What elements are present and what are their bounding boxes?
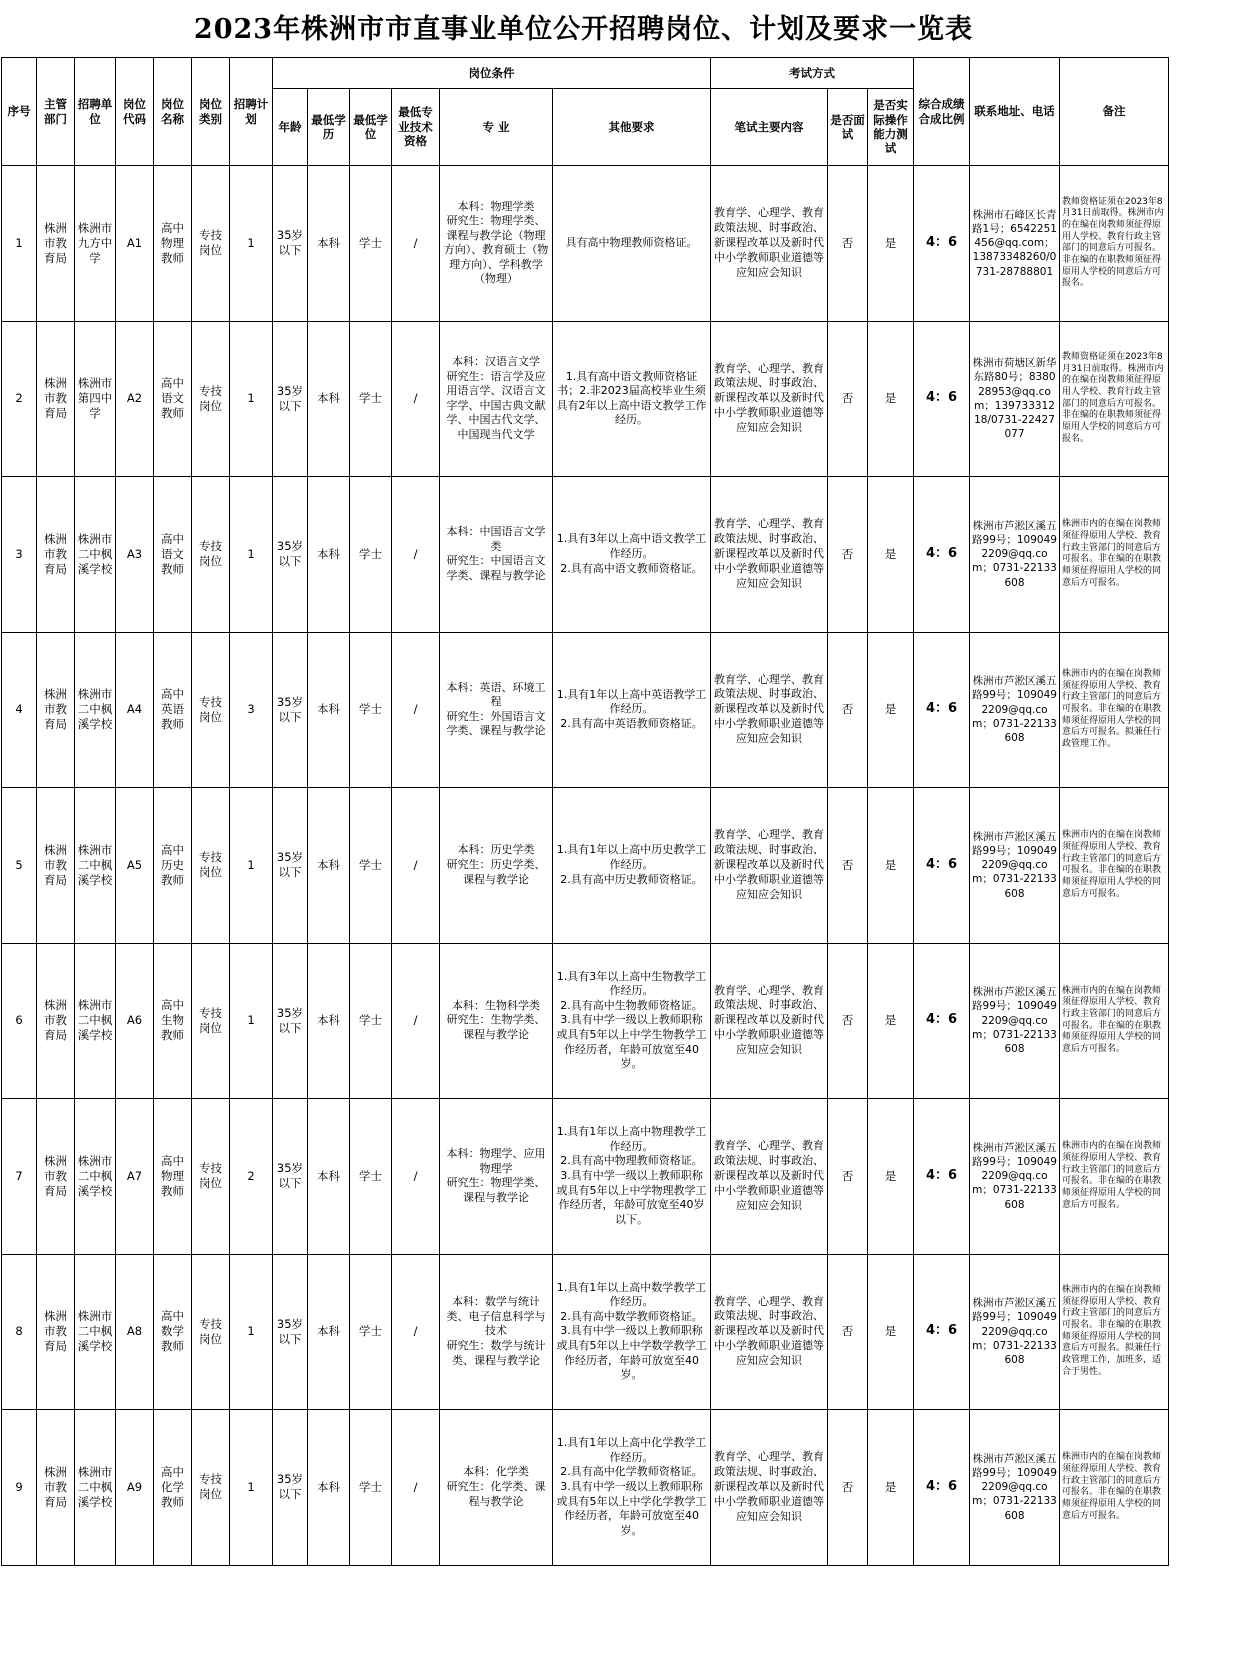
cell-written-exam: 教育学、心理学、教育政策法规、时事政治、新课程改革以及新时代中小学教师职业道德等应知应会知识 [711,1410,828,1566]
cell-ratio: 4：6 [914,943,970,1099]
cell-other-requirements: 1.具有1年以上高中物理教学工作经历。 2.具有高中物理教师资格证。 3.具有中学一级以上教师职称或具有5年以上中学物理教学工作经历者，年龄可放宽至40岁以下。 [553,1099,711,1255]
cell-education: 本科 [308,1254,350,1410]
cell-degree: 学士 [350,166,392,322]
cell-written-exam: 教育学、心理学、教育政策法规、时事政治、新课程改革以及新时代中小学教师职业道德等应知应会知识 [711,321,828,477]
cell-written-exam: 教育学、心理学、教育政策法规、时事政治、新课程改革以及新时代中小学教师职业道德等应知应会知识 [711,166,828,322]
cell-tech-qualification: / [392,1099,440,1255]
cell-major: 本科：英语、环境工程 研究生：外国语言文学类、课程与教学论 [440,632,553,788]
header-plan: 招聘计划 [230,58,273,166]
cell-other-requirements: 1.具有1年以上高中历史教学工作经历。 2.具有高中历史教师资格证。 [553,788,711,944]
cell-major: 本科：数学与统计类、电子信息科学与技术 研究生：数学与统计类、课程与教学论 [440,1254,553,1410]
cell-position-name: 高中物理教师 [154,1099,192,1255]
cell-degree: 学士 [350,1099,392,1255]
table-row [2,788,1169,944]
header-tech: 最低专业技术资格 [392,89,440,166]
cell-plan: 1 [230,1410,273,1566]
cell-practical-test: 是 [868,943,914,1099]
cell-interview: 否 [828,943,868,1099]
cell-code: A5 [116,788,154,944]
cell-seq: 7 [2,1099,37,1255]
cell-seq: 1 [2,166,37,322]
cell-seq: 8 [2,1254,37,1410]
cell-plan: 3 [230,632,273,788]
header-edu: 最低学历 [308,89,350,166]
cell-education: 本科 [308,1099,350,1255]
table-row [2,166,1169,322]
cell-degree: 学士 [350,943,392,1099]
cell-position-type: 专技岗位 [192,1254,230,1410]
header-ratio: 综合成绩合成比例 [914,58,970,166]
cell-other-requirements: 1.具有高中语文教师资格证书；2.非2023届高校毕业生须具有2年以上高中语文教学工作经历。 [553,321,711,477]
cell-written-exam: 教育学、心理学、教育政策法规、时事政治、新课程改革以及新时代中小学教师职业道德等应知应会知识 [711,477,828,633]
cell-education: 本科 [308,943,350,1099]
header-ptype: 岗位类别 [192,58,230,166]
cell-interview: 否 [828,788,868,944]
cell-tech-qualification: / [392,788,440,944]
cell-education: 本科 [308,1410,350,1566]
cell-position-type: 专技岗位 [192,1410,230,1566]
cell-plan: 1 [230,321,273,477]
table-row [2,321,1169,477]
cell-note: 株洲市内的在编在岗教师须征得原用人学校、教育行政主管部门的同意后方可报名。非在编的在职教师须征得原用人学校的同意后方可报名。拟兼任行政管理工作。 [1060,632,1169,788]
cell-note: 株洲市内的在编在岗教师须征得原用人学校、教育行政主管部门的同意后方可报名。非在编的在职教师须征得原用人学校的同意后方可报名。 [1060,477,1169,633]
cell-age: 35岁以下 [273,1099,308,1255]
cell-tech-qualification: / [392,632,440,788]
cell-position-name: 高中数学教师 [154,1254,192,1410]
cell-interview: 否 [828,1410,868,1566]
cell-position-name: 高中语文教师 [154,477,192,633]
cell-contact: 株洲市石峰区长青路1号；6542251456@qq.com；13873348260/0731-28788801 [970,166,1060,322]
cell-degree: 学士 [350,632,392,788]
header-unit: 招聘单位 [75,58,116,166]
cell-seq: 2 [2,321,37,477]
cell-plan: 2 [230,1099,273,1255]
cell-tech-qualification: / [392,1410,440,1566]
cell-code: A4 [116,632,154,788]
cell-practical-test: 是 [868,1254,914,1410]
cell-contact: 株洲市荷塘区新华东路80号；838028953@qq.com；13973331218/0731-22427077 [970,321,1060,477]
cell-unit: 株洲市二中枫溪学校 [75,632,116,788]
cell-practical-test: 是 [868,166,914,322]
cell-position-type: 专技岗位 [192,477,230,633]
cell-contact: 株洲市芦淞区溪五路99号；1090492209@qq.com；0731-22133608 [970,1410,1060,1566]
cell-major: 本科：生物科学类 研究生：生物学类、课程与教学论 [440,943,553,1099]
cell-contact: 株洲市芦淞区溪五路99号；1090492209@qq.com；0731-22133608 [970,632,1060,788]
cell-practical-test: 是 [868,1410,914,1566]
cell-written-exam: 教育学、心理学、教育政策法规、时事政治、新课程改革以及新时代中小学教师职业道德等应知应会知识 [711,788,828,944]
cell-other-requirements: 1.具有1年以上高中数学教学工作经历。 2.具有高中数学教师资格证。 3.具有中学一级以上教师职称或具有5年以上中学数学教学工作经历者，年龄可放宽至40岁。 [553,1254,711,1410]
cell-ratio: 4：6 [914,321,970,477]
table-row [2,1254,1169,1410]
cell-unit: 株洲市九方中学 [75,166,116,322]
cell-other-requirements: 具有高中物理教师资格证。 [553,166,711,322]
cell-ratio: 4：6 [914,1254,970,1410]
cell-dept: 株洲市教育局 [37,1099,75,1255]
cell-dept: 株洲市教育局 [37,321,75,477]
cell-ratio: 4：6 [914,632,970,788]
cell-code: A3 [116,477,154,633]
cell-education: 本科 [308,321,350,477]
cell-written-exam: 教育学、心理学、教育政策法规、时事政治、新课程改革以及新时代中小学教师职业道德等应知应会知识 [711,943,828,1099]
cell-age: 35岁以下 [273,166,308,322]
cell-other-requirements: 1.具有1年以上高中英语教学工作经历。 2.具有高中英语教师资格证。 [553,632,711,788]
cell-note: 教师资格证须在2023年8月31日前取得。株洲市内的在编在岗教师须征得原用人学校、教育行政主管部门的同意后方可报名。非在编的在职教师须征得原用人学校的同意后方可报名。 [1060,166,1169,322]
cell-age: 35岁以下 [273,1410,308,1566]
cell-interview: 否 [828,321,868,477]
cell-position-name: 高中历史教师 [154,788,192,944]
header-written: 笔试主要内容 [711,89,828,166]
cell-plan: 1 [230,166,273,322]
cell-ratio: 4：6 [914,1099,970,1255]
cell-unit: 株洲市二中枫溪学校 [75,1099,116,1255]
cell-written-exam: 教育学、心理学、教育政策法规、时事政治、新课程改革以及新时代中小学教师职业道德等应知应会知识 [711,632,828,788]
cell-degree: 学士 [350,788,392,944]
table-row [2,943,1169,1099]
cell-dept: 株洲市教育局 [37,943,75,1099]
cell-major: 本科：汉语言文学 研究生：语言学及应用语言学、汉语言文字学、中国古典文献学、中国古代文学、中国现当代文学 [440,321,553,477]
cell-practical-test: 是 [868,321,914,477]
cell-seq: 6 [2,943,37,1099]
cell-practical-test: 是 [868,477,914,633]
cell-age: 35岁以下 [273,477,308,633]
recruitment-table [1,57,1169,1566]
cell-note: 教师资格证须在2023年8月31日前取得。株洲市内的在编在岗教师须征得原用人学校、教育行政主管部门的同意后方可报名。非在编的在职教师须征得原用人学校的同意后方可报名。 [1060,321,1169,477]
header-exam: 考试方式 [711,58,914,89]
cell-dept: 株洲市教育局 [37,1410,75,1566]
cell-education: 本科 [308,166,350,322]
cell-education: 本科 [308,632,350,788]
cell-note: 株洲市内的在编在岗教师须征得原用人学校、教育行政主管部门的同意后方可报名。非在编的在职教师须征得原用人学校的同意后方可报名。拟兼任行政管理工作，加班多，适合于男性。 [1060,1254,1169,1410]
header-pname: 岗位名称 [154,58,192,166]
cell-age: 35岁以下 [273,943,308,1099]
cell-note: 株洲市内的在编在岗教师须征得原用人学校、教育行政主管部门的同意后方可报名。非在编的在职教师须征得原用人学校的同意后方可报名。 [1060,943,1169,1099]
cell-age: 35岁以下 [273,788,308,944]
cell-code: A2 [116,321,154,477]
cell-position-name: 高中物理教师 [154,166,192,322]
cell-unit: 株洲市二中枫溪学校 [75,1410,116,1566]
cell-code: A7 [116,1099,154,1255]
cell-major: 本科：化学类 研究生：化学类、课程与教学论 [440,1410,553,1566]
cell-other-requirements: 1.具有3年以上高中语文教学工作经历。 2.具有高中语文教师资格证。 [553,477,711,633]
cell-unit: 株洲市二中枫溪学校 [75,1254,116,1410]
cell-unit: 株洲市二中枫溪学校 [75,477,116,633]
cell-education: 本科 [308,788,350,944]
cell-seq: 4 [2,632,37,788]
cell-position-name: 高中化学教师 [154,1410,192,1566]
cell-position-type: 专技岗位 [192,321,230,477]
header-degree: 最低学位 [350,89,392,166]
cell-note: 株洲市内的在编在岗教师须征得原用人学校、教育行政主管部门的同意后方可报名。非在编的在职教师须征得原用人学校的同意后方可报名。 [1060,1410,1169,1566]
header-conditions: 岗位条件 [273,58,711,89]
cell-written-exam: 教育学、心理学、教育政策法规、时事政治、新课程改革以及新时代中小学教师职业道德等应知应会知识 [711,1099,828,1255]
cell-position-type: 专技岗位 [192,166,230,322]
cell-plan: 1 [230,1254,273,1410]
cell-other-requirements: 1.具有3年以上高中生物教学工作经历。 2.具有高中生物教师资格证。 3.具有中学一级以上教师职称或具有5年以上中学生物教学工作经历者，年龄可放宽至40岁。 [553,943,711,1099]
cell-seq: 3 [2,477,37,633]
cell-unit: 株洲市第四中学 [75,321,116,477]
cell-practical-test: 是 [868,1099,914,1255]
cell-seq: 5 [2,788,37,944]
cell-position-name: 高中语文教师 [154,321,192,477]
cell-interview: 否 [828,1099,868,1255]
cell-age: 35岁以下 [273,632,308,788]
cell-major: 本科：物理学、应用物理学 研究生：物理学类、课程与教学论 [440,1099,553,1255]
cell-ratio: 4：6 [914,1410,970,1566]
cell-plan: 1 [230,943,273,1099]
header-practical: 是否实际操作能力测试 [868,89,914,166]
cell-degree: 学士 [350,477,392,633]
table-row [2,1410,1169,1566]
cell-seq: 9 [2,1410,37,1566]
cell-plan: 1 [230,477,273,633]
header-note: 备注 [1060,58,1169,166]
cell-interview: 否 [828,632,868,788]
cell-degree: 学士 [350,321,392,477]
table-body [2,166,1169,1566]
table-row [2,1099,1169,1255]
cell-code: A9 [116,1410,154,1566]
cell-position-name: 高中英语教师 [154,632,192,788]
cell-note: 株洲市内的在编在岗教师须征得原用人学校、教育行政主管部门的同意后方可报名。非在编的在职教师须征得原用人学校的同意后方可报名。 [1060,1099,1169,1255]
cell-unit: 株洲市二中枫溪学校 [75,788,116,944]
cell-code: A6 [116,943,154,1099]
cell-degree: 学士 [350,1254,392,1410]
cell-major: 本科：历史学类 研究生：历史学类、课程与教学论 [440,788,553,944]
cell-age: 35岁以下 [273,1254,308,1410]
table-header [2,58,1169,166]
cell-practical-test: 是 [868,788,914,944]
cell-education: 本科 [308,477,350,633]
cell-other-requirements: 1.具有1年以上高中化学教学工作经历。 2.具有高中化学教师资格证。 3.具有中学一级以上教师职称或具有5年以上中学化学教学工作经历者，年龄可放宽至40岁。 [553,1410,711,1566]
cell-practical-test: 是 [868,632,914,788]
cell-contact: 株洲市芦淞区溪五路99号；1090492209@qq.com；0731-22133608 [970,943,1060,1099]
cell-unit: 株洲市二中枫溪学校 [75,943,116,1099]
cell-ratio: 4：6 [914,477,970,633]
header-seq: 序号 [2,58,37,166]
cell-position-type: 专技岗位 [192,632,230,788]
cell-age: 35岁以下 [273,321,308,477]
header-major: 专 业 [440,89,553,166]
cell-dept: 株洲市教育局 [37,477,75,633]
cell-dept: 株洲市教育局 [37,166,75,322]
cell-major: 本科：物理学类 研究生：物理学类、课程与教学论（物理方向）、教育硕士（物理方向）、学科教学（物理） [440,166,553,322]
cell-position-name: 高中生物教师 [154,943,192,1099]
cell-tech-qualification: / [392,321,440,477]
table-row [2,632,1169,788]
cell-contact: 株洲市芦淞区溪五路99号；1090492209@qq.com；0731-22133608 [970,788,1060,944]
cell-ratio: 4：6 [914,788,970,944]
header-other: 其他要求 [553,89,711,166]
header-contact: 联系地址、电话 [970,58,1060,166]
cell-written-exam: 教育学、心理学、教育政策法规、时事政治、新课程改革以及新时代中小学教师职业道德等应知应会知识 [711,1254,828,1410]
cell-code: A1 [116,166,154,322]
cell-degree: 学士 [350,1410,392,1566]
cell-position-type: 专技岗位 [192,788,230,944]
cell-dept: 株洲市教育局 [37,632,75,788]
cell-interview: 否 [828,477,868,633]
cell-note: 株洲市内的在编在岗教师须征得原用人学校、教育行政主管部门的同意后方可报名。非在编的在职教师须征得原用人学校的同意后方可报名。 [1060,788,1169,944]
table-row [2,477,1169,633]
header-dept: 主管部门 [37,58,75,166]
cell-interview: 否 [828,1254,868,1410]
cell-position-type: 专技岗位 [192,943,230,1099]
header-age: 年龄 [273,89,308,166]
page-title: 2023年株洲市市直事业单位公开招聘岗位、计划及要求一览表 [193,14,974,45]
cell-position-type: 专技岗位 [192,1099,230,1255]
cell-major: 本科：中国语言文学类 研究生：中国语言文学类、课程与教学论 [440,477,553,633]
cell-tech-qualification: / [392,943,440,1099]
cell-tech-qualification: / [392,1254,440,1410]
cell-interview: 否 [828,166,868,322]
cell-contact: 株洲市芦淞区溪五路99号；1090492209@qq.com；0731-22133608 [970,477,1060,633]
cell-contact: 株洲市芦淞区溪五路99号；1090492209@qq.com；0731-22133608 [970,1099,1060,1255]
header-interview: 是否面试 [828,89,868,166]
cell-plan: 1 [230,788,273,944]
cell-ratio: 4：6 [914,166,970,322]
cell-dept: 株洲市教育局 [37,788,75,944]
cell-code: A8 [116,1254,154,1410]
cell-tech-qualification: / [392,477,440,633]
cell-tech-qualification: / [392,166,440,322]
cell-contact: 株洲市芦淞区溪五路99号；1090492209@qq.com；0731-22133608 [970,1254,1060,1410]
header-code: 岗位代码 [116,58,154,166]
cell-dept: 株洲市教育局 [37,1254,75,1410]
